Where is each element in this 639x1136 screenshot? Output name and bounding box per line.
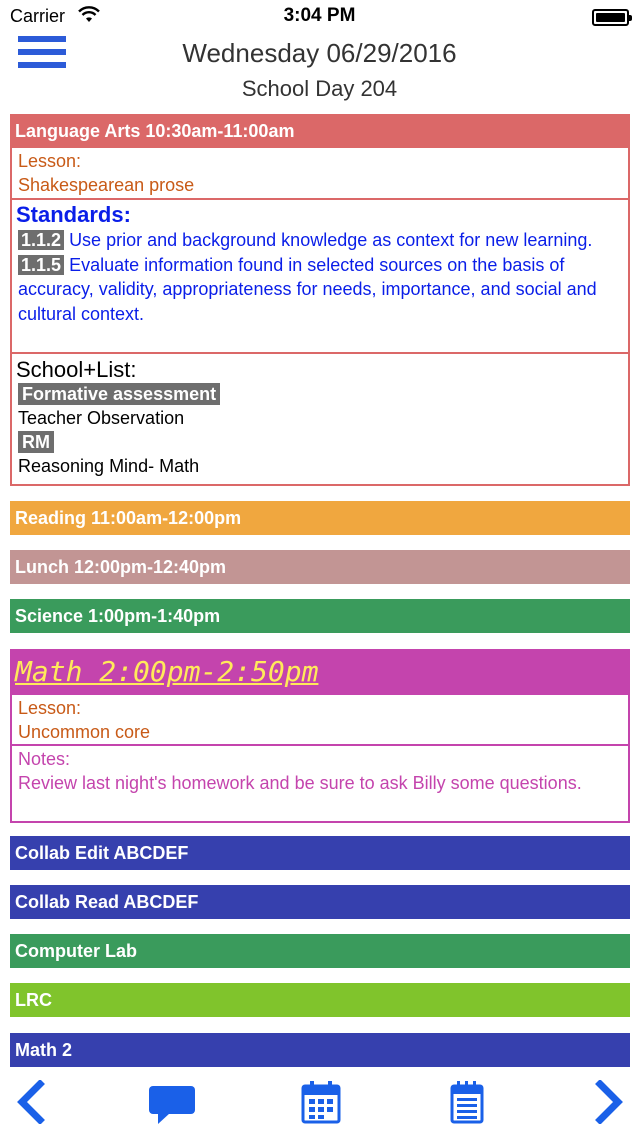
lesson-text: Uncommon core xyxy=(18,722,151,742)
status-bar xyxy=(0,0,639,34)
period-block-math[interactable] xyxy=(10,649,630,823)
list-item xyxy=(18,431,622,453)
standard-text: Evaluate information found in selected sources on the basis of accuracy, validity, appropriateness for needs, importance, and social and cultural context. xyxy=(18,254,597,324)
standard-code-badge: 1.1.2 xyxy=(18,230,64,250)
chat-bubble-icon[interactable] xyxy=(148,1084,196,1126)
list-item-text: Reasoning Mind- Math xyxy=(18,456,200,476)
list-item-text: Teacher Observation xyxy=(18,408,185,428)
battery-icon xyxy=(592,9,629,26)
standard-code-badge: 1.1.5 xyxy=(18,255,64,275)
period-header[interactable]: Math 2 xyxy=(10,1033,630,1067)
school-list-section xyxy=(10,354,630,486)
period-header[interactable]: Collab Read ABCDEF xyxy=(10,885,630,919)
calendar-icon[interactable] xyxy=(301,1080,341,1124)
lesson-label: Lesson: xyxy=(18,151,82,171)
standard-item xyxy=(18,228,622,253)
standards-label: Standards: xyxy=(16,202,131,227)
notes-label: Notes: xyxy=(18,749,71,769)
period-block-lrc[interactable] xyxy=(10,983,630,1017)
lesson-label: Lesson: xyxy=(18,698,82,718)
notes-section xyxy=(10,746,630,823)
standard-item xyxy=(18,253,622,327)
period-block-language-arts[interactable] xyxy=(10,114,630,486)
school-list-label: School+List: xyxy=(16,357,137,382)
chevron-left-icon[interactable] xyxy=(14,1080,48,1124)
school-day-label: School Day 204 xyxy=(241,76,398,101)
period-block-collab-edit[interactable] xyxy=(10,836,630,870)
list-tag-badge: Formative assessment xyxy=(18,383,220,405)
period-header[interactable]: Lunch 12:00pm-12:40pm xyxy=(10,550,630,584)
standards-section xyxy=(10,200,630,354)
standard-text: Use prior and background knowledge as context for new learning. xyxy=(69,230,593,250)
list-icon[interactable] xyxy=(450,1080,484,1124)
period-block-collab-read[interactable] xyxy=(10,885,630,919)
chevron-right-icon[interactable] xyxy=(592,1080,626,1124)
lesson-text: Shakespearean prose xyxy=(18,175,195,195)
notes-text: Review last night's homework and be sure to ask Billy some questions. xyxy=(18,773,582,793)
period-block-math-2[interactable] xyxy=(10,1033,630,1067)
period-header[interactable]: Reading 11:00am-12:00pm xyxy=(10,501,630,535)
period-block-science[interactable] xyxy=(10,599,630,633)
period-header[interactable]: LRC xyxy=(10,983,630,1017)
list-item xyxy=(18,383,622,405)
lesson-section xyxy=(10,695,630,746)
period-block-computer-lab[interactable] xyxy=(10,934,630,968)
list-tag-badge: RM xyxy=(18,431,54,453)
clock: 3:04 PM xyxy=(283,5,356,26)
period-header[interactable]: Computer Lab xyxy=(10,934,630,968)
carrier-label: Carrier xyxy=(10,6,66,26)
period-header-current[interactable]: Math 2:00pm-2:50pm xyxy=(10,649,630,695)
bottom-toolbar xyxy=(0,1074,639,1136)
period-block-lunch[interactable] xyxy=(10,550,630,584)
lesson-section xyxy=(10,148,630,200)
period-block-reading[interactable] xyxy=(10,501,630,535)
period-header[interactable]: Language Arts 10:30am-11:00am xyxy=(10,114,630,148)
period-header[interactable]: Science 1:00pm-1:40pm xyxy=(10,599,630,633)
page-title-date: Wednesday 06/29/2016 xyxy=(182,38,457,68)
period-header[interactable]: Collab Edit ABCDEF xyxy=(10,836,630,870)
